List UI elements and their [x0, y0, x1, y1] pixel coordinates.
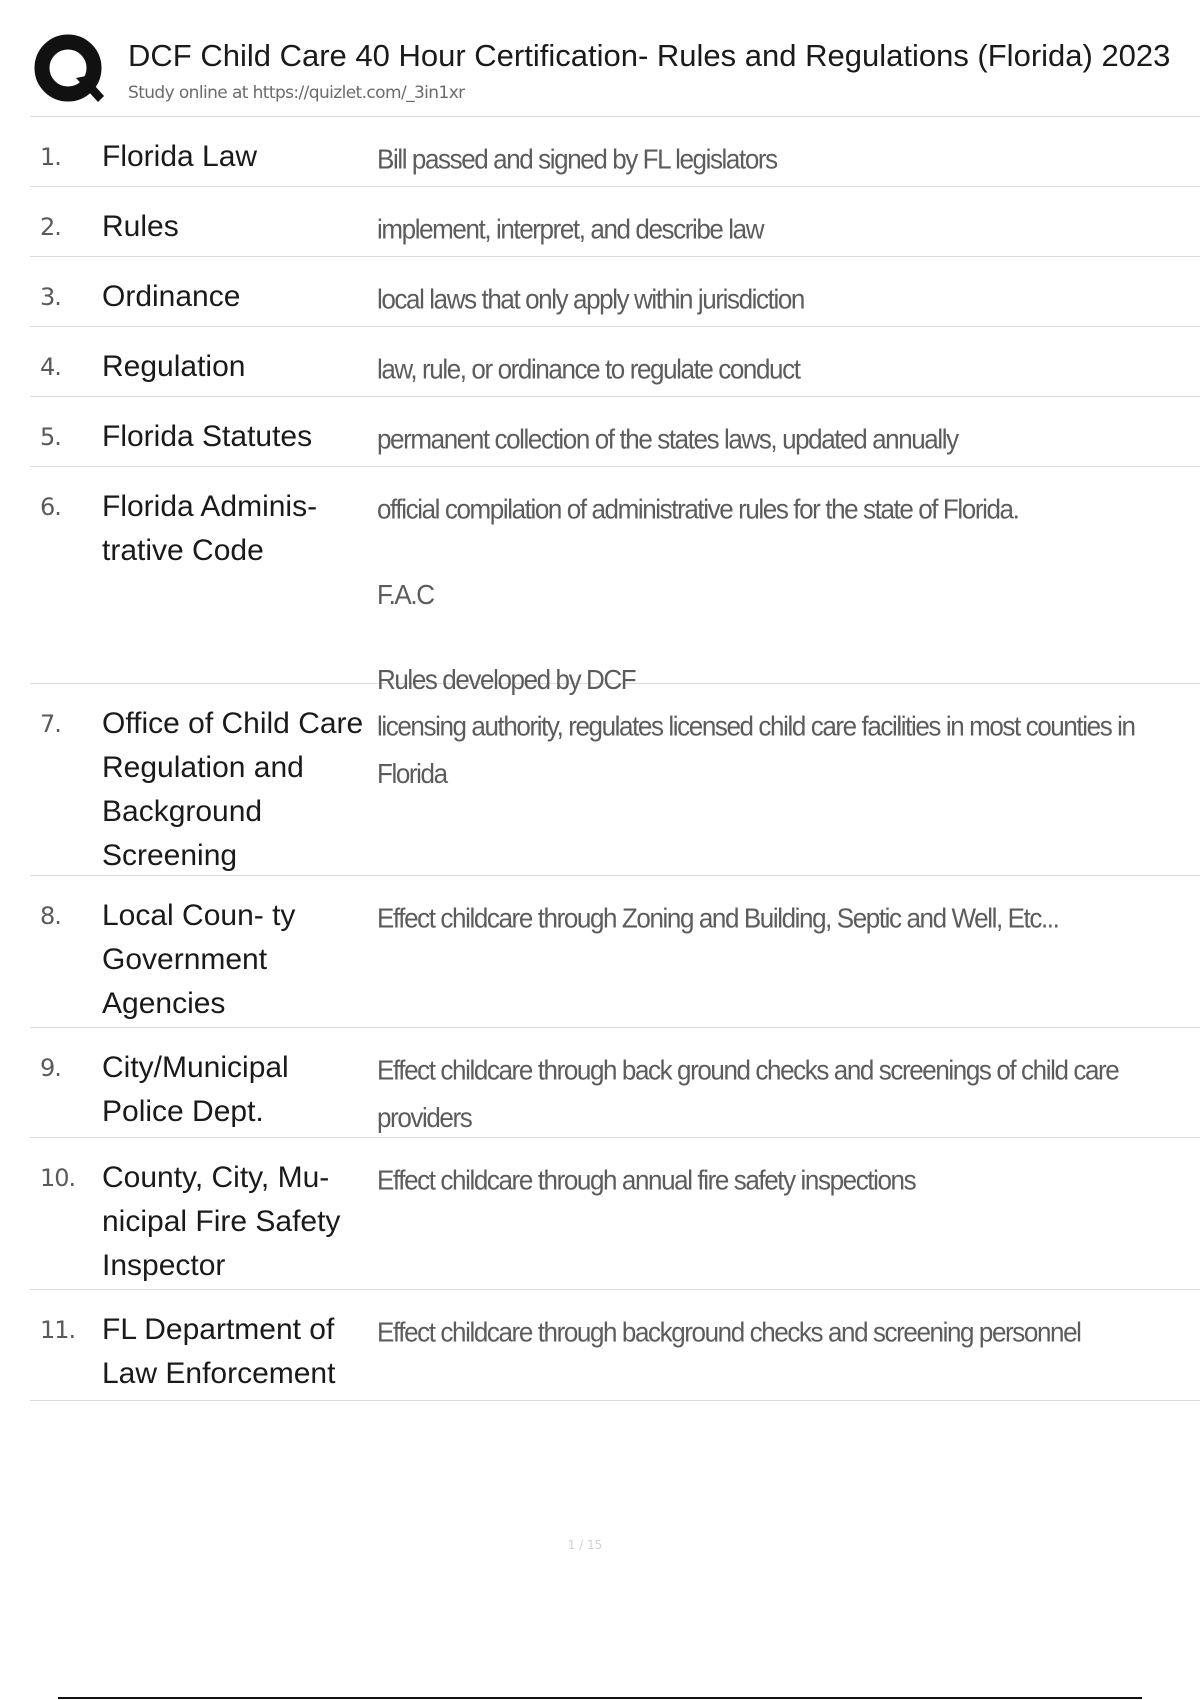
term-definition — [377, 1046, 1177, 1141]
term-number: 2. — [40, 213, 61, 241]
term-definition — [377, 275, 1177, 323]
term-row — [30, 1138, 1200, 1290]
term-title: Ordinance — [102, 280, 241, 313]
term-row — [30, 327, 1200, 397]
term-number: 7. — [40, 710, 61, 738]
term-number: 9. — [40, 1054, 61, 1082]
term-number: 5. — [40, 423, 61, 451]
term-definition — [377, 1308, 1177, 1356]
term-title: City/Municipal Police Dept. — [102, 1051, 289, 1128]
term-title: Florida Adminis- trative Code — [102, 490, 318, 567]
header — [32, 28, 1200, 116]
term-row — [30, 876, 1200, 1028]
term-title: FL Department of Law Enforcement — [102, 1313, 336, 1390]
term-row — [30, 187, 1200, 257]
definition-line: permanent collection of the states laws, updated annually — [377, 422, 958, 455]
term-number: 10. — [40, 1164, 76, 1192]
definition-line: official compilation of administrative rules for the state of Florida. — [377, 492, 1019, 525]
term-title: Office of Child Care Regulation and Background Screening — [102, 707, 364, 872]
definition-line: Effect childcare through back ground checks and screenings of child care providers — [377, 1053, 1119, 1134]
definition-spacer — [377, 618, 1177, 656]
term-title: Regulation — [102, 350, 246, 383]
definition-line: law, rule, or ordinance to regulate conduct — [377, 352, 800, 385]
term-definition — [377, 205, 1177, 253]
term-definition — [377, 345, 1177, 393]
term-title: Florida Statutes — [102, 420, 313, 453]
term-definition — [377, 135, 1177, 183]
term-row — [30, 1028, 1200, 1138]
page-number: 1 / 15 — [567, 1538, 603, 1552]
definition-line: Effect childcare through background checks and screening personnel — [377, 1315, 1081, 1348]
term-row — [30, 1290, 1200, 1401]
bottom-divider — [58, 1697, 1142, 1699]
term-definition — [377, 485, 1177, 703]
definition-line: F.A.C — [377, 577, 434, 611]
term-row — [30, 257, 1200, 327]
definition-line: licensing authority, regulates licensed child care facilities in most counties in Florida — [377, 709, 1135, 790]
definition-line: Effect childcare through Zoning and Building, Septic and Well, Etc... — [377, 901, 1059, 934]
term-row — [30, 467, 1200, 696]
definition-spacer — [377, 533, 1177, 571]
term-definition — [377, 1156, 1177, 1204]
term-title: County, City, Mu- nicipal Fire Safety Inspector — [102, 1161, 341, 1282]
quizlet-q-logo-icon — [32, 32, 108, 108]
definition-line: Effect childcare through annual fire safety inspections — [377, 1163, 916, 1196]
term-title: Rules — [102, 210, 179, 243]
term-list — [30, 116, 1200, 1401]
term-number: 11. — [40, 1316, 76, 1344]
term-row — [30, 117, 1200, 187]
definition-line: implement, interpret, and describe law — [377, 212, 764, 245]
term-title: Local Coun- ty Government Agencies — [102, 899, 296, 1020]
term-number: 1. — [40, 143, 61, 171]
term-number: 8. — [40, 902, 61, 930]
term-definition — [377, 702, 1177, 797]
definition-line: Rules developed by DCF — [377, 663, 636, 696]
term-number: 4. — [40, 353, 61, 381]
definition-line: local laws that only apply within jurisdiction — [377, 282, 804, 315]
term-number: 3. — [40, 283, 61, 311]
document-title: DCF Child Care 40 Hour Certification- Rules and Regulations (Florida) 2023 — [128, 38, 1171, 73]
term-row — [30, 397, 1200, 467]
study-online-link[interactable]: Study online at https://quizlet.com/_3in1xr — [128, 83, 465, 103]
term-definition — [377, 415, 1177, 463]
term-title: Florida Law — [102, 140, 258, 173]
term-number: 6. — [40, 493, 61, 521]
term-definition — [377, 894, 1177, 942]
definition-line: Bill passed and signed by FL legislators — [377, 142, 777, 175]
term-row — [30, 684, 1200, 876]
